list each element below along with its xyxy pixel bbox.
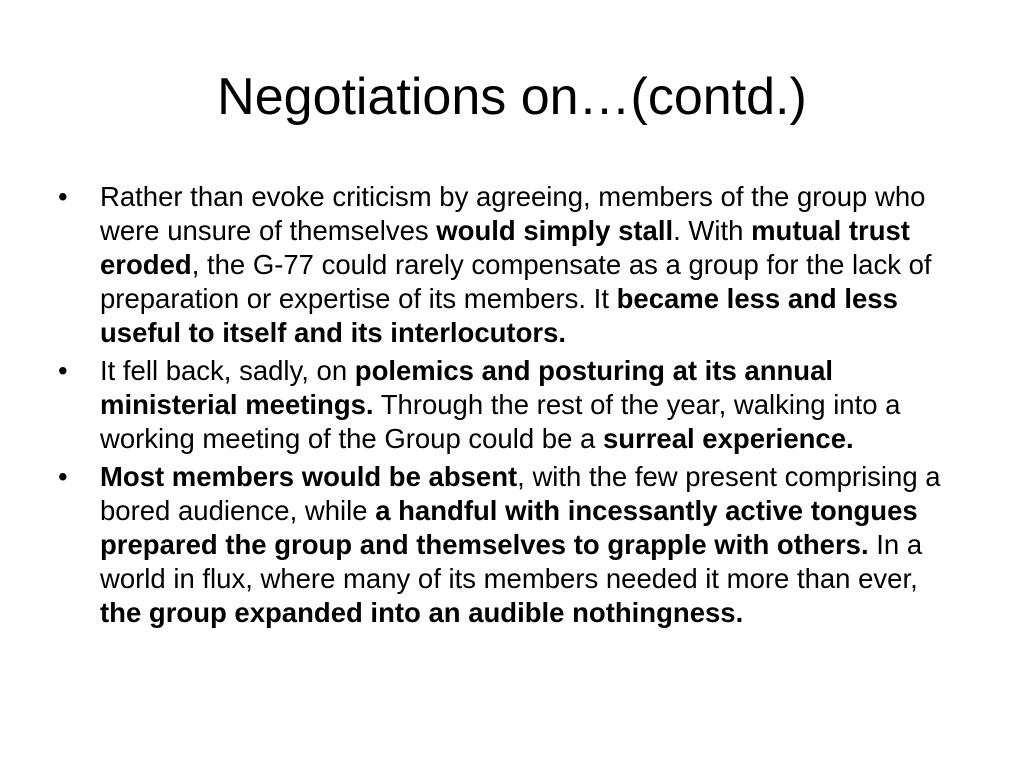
- bullet-text-bold: Most members would be absent: [100, 461, 518, 492]
- bullet-text-bold: polemics and posturing at its annual ministerial meetings.: [100, 355, 834, 420]
- bullet-text: Through the rest of the year, walking into a working meeting of the Group could be a: [100, 389, 901, 454]
- bullet-text-bold: mutual trust eroded: [100, 215, 910, 280]
- bullet-item: [58, 460, 958, 630]
- bullet-text: It fell back, sadly, on: [100, 355, 355, 386]
- bullet-text: , the G-77 could rarely compensate as a group for the lack of preparation or expertise of its members. It: [100, 249, 932, 314]
- bullet-list: [58, 180, 958, 634]
- bullet-text: . With: [673, 215, 752, 246]
- bullet-text: Rather than evoke criticism by agreeing, members of the group who were unsure of themselves: [100, 181, 926, 246]
- bullet-text: , with the few present comprising a bored audience, while: [100, 461, 941, 526]
- bullet-dot-icon: •: [58, 461, 68, 492]
- bullet-item: [58, 180, 958, 350]
- bullet-dot-icon: •: [58, 355, 68, 386]
- bullet-text-bold: would simply stall: [436, 215, 674, 246]
- bullet-text-bold: surreal experience.: [602, 423, 854, 454]
- bullet-text-bold: the group expanded into an audible nothingness.: [100, 597, 744, 628]
- bullet-text-bold: a handful with incessantly active tongues prepared the group and themselves to grapple with others.: [100, 495, 918, 560]
- bullet-text-bold: became less and less useful to itself and its interlocutors.: [100, 283, 898, 348]
- bullet-text: In a world in flux, where many of its members needed it more than ever,: [100, 529, 923, 594]
- bullet-dot-icon: •: [58, 181, 68, 212]
- bullet-item: [58, 354, 958, 456]
- slide-title: Negotiations on…(contd.): [217, 68, 807, 126]
